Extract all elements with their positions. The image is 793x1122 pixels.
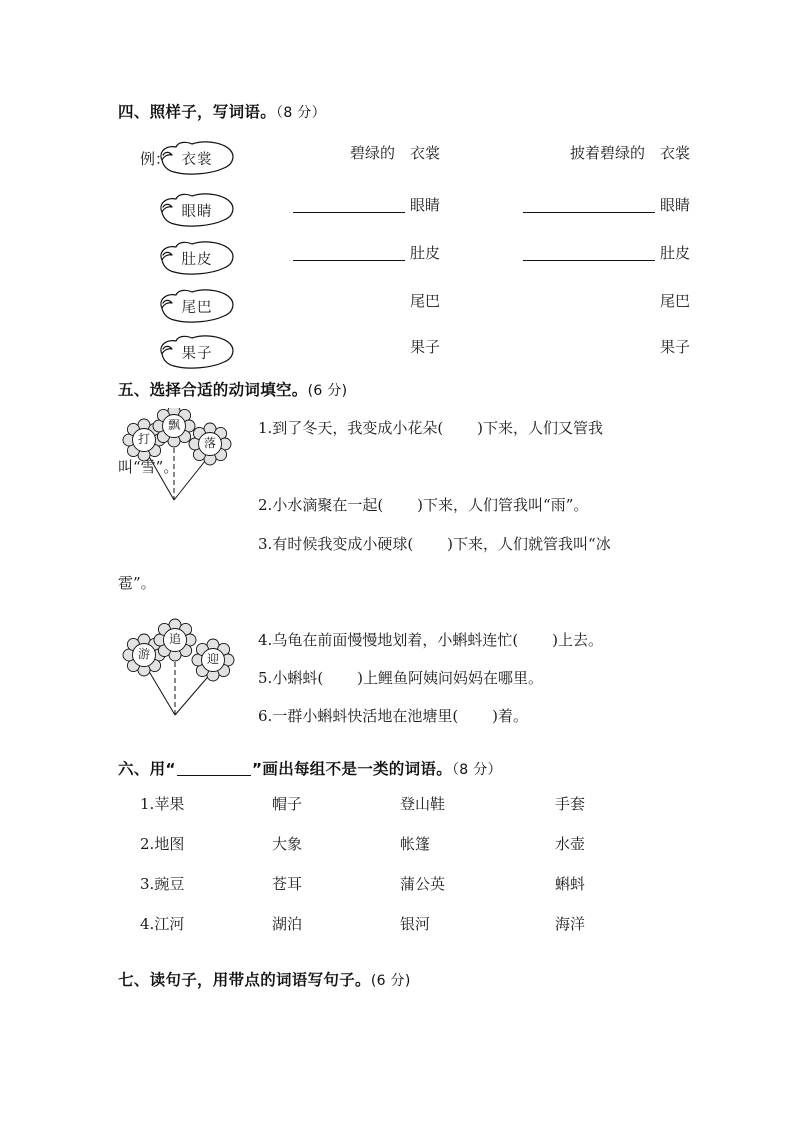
answer-column-a-word: 肚皮 — [409, 244, 440, 262]
bubble-text: 衣裳 — [181, 151, 213, 168]
word-cell[interactable]: 银河 — [400, 915, 431, 933]
word-bubble — [152, 138, 238, 178]
word-cell[interactable]: 手套 — [555, 795, 586, 813]
question-text-after: )着。 — [492, 707, 529, 725]
question-number: 4. — [258, 631, 273, 649]
word-bubble — [152, 332, 238, 372]
answer-column-a: 碧绿的 衣裳 — [349, 144, 440, 162]
table-row — [0, 330, 793, 378]
section-six-score: （8 分） — [452, 762, 502, 778]
section-four-score: （8 分） — [276, 105, 326, 121]
word-text: 江河 — [154, 915, 185, 933]
table-row — [0, 913, 793, 949]
question-item-3-wrap: 雹”。 — [118, 574, 156, 592]
question-text-after: )下来，人们管我叫“雨”。 — [417, 496, 589, 514]
word-cell[interactable] — [140, 793, 184, 814]
example-label: 例： — [140, 150, 171, 168]
answer-column-a — [280, 194, 440, 215]
section-six-heading — [118, 757, 502, 779]
row-number: 4. — [140, 915, 155, 933]
row-number: 3. — [140, 875, 155, 893]
verb-option-4: 游 — [137, 647, 150, 661]
section-five-score: (6 分) — [307, 383, 348, 399]
section-four-number: 四、 — [118, 103, 150, 121]
answer-column-b — [500, 194, 690, 215]
row-number: 2. — [140, 835, 155, 853]
word-cell[interactable]: 海洋 — [555, 915, 586, 933]
underline-mark-icon — [177, 762, 251, 776]
answer-column-a: 果子 — [409, 338, 440, 356]
verb-option-6: 迎 — [206, 652, 219, 666]
question-text-before: 到了冬天，我变成小花朵( — [272, 419, 444, 437]
question-text-before: 一群小蝌蚪快活地在池塘里( — [272, 707, 459, 725]
question-text-after: )下来，人们又管我 — [477, 419, 604, 437]
question-item-3 — [258, 534, 611, 554]
word-cell[interactable]: 苍耳 — [272, 875, 303, 893]
question-text-after: )上鲤鱼阿姨问妈妈在哪里。 — [357, 669, 544, 687]
word-cell[interactable]: 帽子 — [272, 795, 303, 813]
answer-column-b-word: 肚皮 — [659, 244, 690, 262]
section-five-title: 选择合适的动词填空。 — [149, 381, 308, 399]
write-blank[interactable] — [293, 245, 405, 261]
question-text-before: 小水滴聚在一起( — [272, 496, 384, 514]
answer-column-b: 尾巴 — [659, 292, 690, 310]
section-four-heading — [118, 100, 326, 122]
question-item-4 — [258, 630, 603, 650]
section-six-suffix: ”画出每组不是一类的词语。 — [251, 760, 452, 778]
section-five-number: 五、 — [118, 381, 150, 399]
answer-column-a: 尾巴 — [409, 292, 440, 310]
question-number: 6. — [258, 707, 273, 725]
word-bubble — [152, 238, 238, 278]
table-row — [0, 284, 793, 332]
word-bubble — [152, 190, 238, 230]
table-row — [0, 188, 793, 236]
bubble-text: 果子 — [181, 345, 213, 362]
section-six-prefix: 用“ — [149, 760, 176, 778]
answer-column-a-word: 眼睛 — [409, 196, 440, 214]
verb-option-3: 落 — [203, 436, 216, 450]
question-text-before: 小蝌蚪( — [272, 669, 324, 687]
word-text: 地图 — [154, 835, 185, 853]
word-cell[interactable]: 大象 — [272, 835, 303, 853]
bubble-text: 肚皮 — [181, 251, 213, 268]
question-text-before: 乌龟在前面慢慢地划着，小蝌蚪连忙( — [272, 631, 519, 649]
section-seven-score: (6 分) — [370, 973, 411, 989]
word-cell[interactable] — [140, 833, 184, 854]
answer-column-b-word: 眼睛 — [659, 196, 690, 214]
word-cell[interactable]: 水壶 — [555, 835, 586, 853]
row-number: 1. — [140, 795, 155, 813]
table-row — [0, 873, 793, 909]
section-seven-title: 读句子，用带点的词语写句子。 — [149, 971, 371, 989]
word-cell[interactable]: 登山鞋 — [400, 795, 446, 813]
section-six-number: 六、 — [118, 760, 150, 778]
write-blank[interactable] — [293, 197, 405, 213]
write-blank[interactable] — [523, 197, 655, 213]
question-item-1 — [258, 418, 603, 438]
question-number: 1. — [258, 419, 273, 437]
verb-option-1: 打 — [137, 432, 150, 446]
question-number: 3. — [258, 535, 273, 553]
word-cell[interactable] — [140, 873, 184, 894]
question-number: 2. — [258, 496, 273, 514]
table-row — [0, 833, 793, 869]
section-seven-number: 七、 — [118, 971, 150, 989]
write-blank[interactable] — [523, 245, 655, 261]
question-item-6 — [258, 706, 528, 726]
question-text-after: )下来，人们就管我叫“冰 — [447, 535, 611, 553]
word-cell[interactable] — [140, 913, 184, 934]
question-item-1-wrap: 叫“雪”。 — [118, 458, 179, 476]
answer-column-b: 披着碧绿的 衣裳 — [569, 144, 690, 162]
answer-column-b — [500, 242, 690, 263]
word-cell[interactable]: 帐篷 — [400, 835, 431, 853]
bubble-text: 眼睛 — [181, 203, 213, 220]
question-item-2 — [258, 495, 588, 515]
question-text-after: )上去。 — [552, 631, 604, 649]
word-cell[interactable]: 蝌蚪 — [555, 875, 586, 893]
word-cell[interactable]: 蒲公英 — [400, 875, 446, 893]
section-five-heading — [118, 378, 347, 400]
section-four-title: 照样子，写词语。 — [149, 103, 277, 121]
bubble-text: 尾巴 — [181, 299, 213, 316]
verb-option-5: 追 — [168, 632, 181, 646]
word-text: 苹果 — [154, 795, 185, 813]
word-text: 豌豆 — [154, 875, 185, 893]
question-item-5 — [258, 668, 543, 688]
table-row — [0, 236, 793, 284]
table-row — [0, 793, 793, 829]
table-row — [0, 136, 793, 184]
question-number: 5. — [258, 669, 273, 687]
answer-column-a — [280, 242, 440, 263]
question-text-before: 有时候我变成小硬球( — [272, 535, 414, 553]
verb-option-2: 飘 — [167, 418, 180, 432]
section-seven-heading — [118, 968, 411, 990]
verb-flower-cluster-two — [112, 618, 262, 727]
answer-column-b: 果子 — [659, 338, 690, 356]
word-cell[interactable]: 湖泊 — [272, 915, 303, 933]
word-bubble — [152, 286, 238, 326]
